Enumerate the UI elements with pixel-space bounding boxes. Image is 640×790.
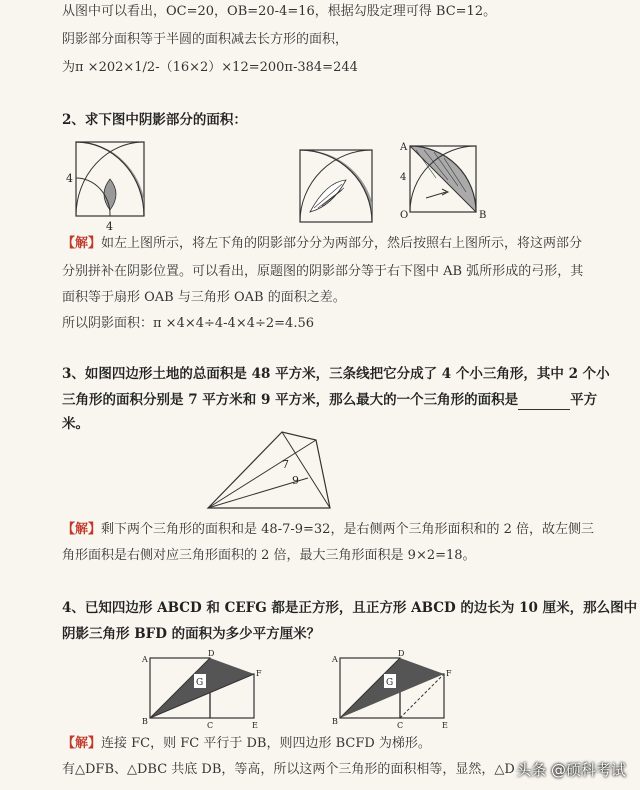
answer-line: 【解】如左上图所示，将左下角的阴影部分分为两部分，然后按照右上图所示，将这两部分	[62, 236, 583, 251]
answer-line: 【解】连接 FC，则 FC 平行于 DB，则四边形 BCFD 为梯形。	[62, 736, 431, 751]
q4-figure-right	[330, 649, 452, 730]
label-d: D	[398, 649, 405, 658]
text-line: 从图中可以看出，OC=20，OB=20-4=16，根据勾股定理可得 BC=12。	[62, 4, 497, 19]
label-g: G	[196, 678, 204, 688]
label-7: 7	[282, 458, 289, 471]
label-a: A	[142, 655, 148, 664]
answer-line: 所以阴影面积：π ×4×4÷4-4×4÷2=4.56	[62, 316, 314, 331]
question-3-line: 三角形的面积分别是 7 平方米和 9 平方米，那么最大的一个三角形的面积是 平方	[62, 392, 598, 408]
answer-blank	[518, 395, 570, 410]
label-f: F	[446, 669, 452, 678]
jie-label: 【解】	[62, 236, 102, 251]
label-b: B	[142, 717, 148, 726]
label-e: E	[252, 721, 258, 730]
jie-label: 【解】	[62, 736, 102, 751]
label-e: E	[442, 721, 448, 730]
label-b: B	[332, 717, 338, 726]
q2-figure-right	[396, 138, 496, 228]
answer-line: 有△DFB、△DBC 共底 DB，等高，所以这两个三角形的面积相等，显然，△D	[62, 762, 515, 777]
question-3-line: 米。	[62, 416, 89, 432]
jie-label: 【解】	[62, 522, 102, 537]
label-d: D	[208, 649, 215, 658]
q3-figure-quadrilateral	[200, 428, 340, 514]
label-side-4: 4	[66, 172, 73, 185]
label-9: 9	[292, 474, 299, 487]
q4-figure-left	[140, 649, 262, 730]
label-c: C	[397, 721, 404, 730]
label-a: A	[400, 142, 408, 153]
label-b: B	[479, 210, 487, 221]
label-c: C	[207, 721, 214, 730]
question-4-line: 阴影三角形 BFD 的面积为多少平方厘米？	[62, 626, 321, 642]
text-line: 为π ×202×1/2-（16×2）×12=200π-384=244	[62, 60, 358, 75]
q2-figure-middle	[296, 146, 382, 226]
label-g: G	[386, 678, 394, 688]
label-bottom-4: 4	[106, 220, 113, 233]
question-3-line: 3、如图四边形土地的总面积是 48 平方米，三条线把它分成了 4 个小三角形，其中 2 个小	[62, 366, 610, 382]
answer-line: 面积等于扇形 OAB 与三角形 OAB 的面积之差。	[62, 290, 346, 305]
text-line: 阴影部分面积等于半圆的面积减去长方形的面积，	[62, 32, 349, 47]
label-f: F	[256, 669, 262, 678]
answer-line: 【解】剩下两个三角形的面积和是 48-7-9=32，是右侧两个三角形面积和的 2 倍，故左侧三	[62, 522, 594, 537]
label-o: O	[400, 210, 409, 221]
question-4-line: 4、已知四边形 ABCD 和 CEFG 都是正方形，且正方形 ABCD 的边长为 10 厘米，那么图中	[62, 600, 638, 616]
q2-figure-left	[62, 138, 162, 233]
watermark: 头条 @硕科考试	[516, 761, 626, 779]
label-a: A	[332, 655, 338, 664]
label-four: 4	[400, 172, 407, 183]
answer-line: 角形面积是右侧对应三角形面积的 2 倍，最大三角形面积是 9×2=18。	[62, 548, 476, 563]
question-2-title: 2、求下图中阴影部分的面积：	[62, 112, 247, 128]
answer-line: 分别拼补在阴影位置。可以看出，原题图的阴影部分等于右下图中 AB 弧所形成的弓形，其	[62, 264, 584, 279]
